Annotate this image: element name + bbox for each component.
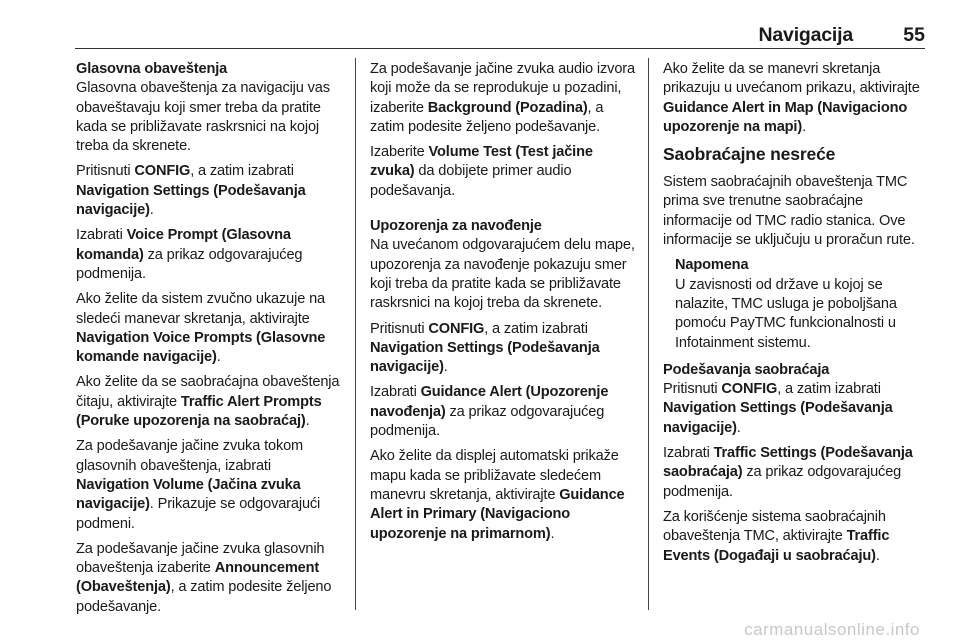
note-box xyxy=(675,256,931,352)
column-1 xyxy=(76,60,344,623)
heading-guidance-alerts: Upozorenja za navođenje xyxy=(370,218,542,235)
paragraph: Izabrati Voice Prompt (Glasovna komanda) za prikaz odgovarajućeg podmenija. xyxy=(76,227,303,282)
paragraph: Ako želite da se manevri skretanja prikazuju u uvećanom prikazu, aktivirajte Guidance Alert in Map (Navigaciono upozorenje na mapi). xyxy=(663,61,920,135)
paragraph: Pritisnuti CONFIG, a zatim izabrati Navigation Settings (Podešavanja navigacije). xyxy=(370,320,600,376)
paragraph: Ako želite da se saobraćajna obaveštenja čitaju, aktivirajte Traffic Alert Prompts (Poruke upozorenja na saobraćaj). xyxy=(76,374,340,430)
paragraph: Sistem saobraćajnih obaveštenja TMC prima sve trenutne saobraćajne informacije od TMC radio stanica. Ove informacije se uključuju u proračun rute. xyxy=(663,174,915,249)
paragraph: Za podešavanje jačine zvuka tokom glasovnih obaveštenja, izabrati Navigation Volume (Jačina zvuka navigacije). Prikazuje se odgovarajući podmeni. xyxy=(76,438,321,532)
header-rule xyxy=(75,48,925,49)
page-number: 55 xyxy=(903,24,925,46)
column-3 xyxy=(663,60,931,572)
heading-voice-prompts: Glasovna obaveštenja xyxy=(76,61,228,77)
paragraph: Izaberite Volume Test (Test jačine zvuka) da dobijete primer audio podešavanja. xyxy=(370,144,593,199)
column-divider-2 xyxy=(648,58,649,610)
paragraph: Pritisnuti CONFIG, a zatim izabrati Navigation Settings (Podešavanja navigacije). xyxy=(663,381,893,436)
section-title: Navigacija xyxy=(758,24,853,46)
paragraph: Izabrati Traffic Settings (Podešavanja saobraćaja) za prikaz odgovarajućeg podmenija. xyxy=(663,445,913,500)
paragraph: Za podešavanje jačine zvuka glasovnih obaveštenja izaberite Announcement (Obaveštenja), a zatim podesite željeno podešavanje. xyxy=(76,540,332,615)
heading-traffic-incidents: Saobraćajne nesreće xyxy=(663,144,836,165)
note-text: U zavisnosti od države u kojoj se nalazite, TMC usluga je poboljšana pomoću PayTMC funkcionalnosti u Infotainment sistemu. xyxy=(675,276,897,351)
paragraph: Na uvećanom odgovarajućem delu mape, upozorenja za navođenje pokazuju smer koji treba da pratite kada se približavate raskrsnici na kojoj treba da skrenete. xyxy=(370,237,635,312)
heading-traffic-settings: Podešavanja saobraćaja xyxy=(663,361,830,378)
paragraph: Pritisnuti CONFIG, a zatim izabrati Navigation Settings (Podešavanja navigacije). xyxy=(76,163,306,219)
page-header xyxy=(75,24,925,46)
paragraph: Za podešavanje jačine zvuka audio izvora koji može da se reprodukuje u pozadini, izaberite Background (Pozadina), a zatim podesite željeno podešavanje. xyxy=(370,61,635,135)
paragraph: Ako želite da sistem zvučno ukazuje na sledeći manevar skretanja, aktivirajte Navigation Voice Prompts (Glasovne komande navigacije). xyxy=(76,291,326,366)
paragraph: Izabrati Guidance Alert (Upozorenje navođenja) za prikaz odgovarajućeg podmenija. xyxy=(370,384,609,440)
note-title: Napomena xyxy=(675,257,749,274)
watermark: carmanualsonline.info xyxy=(744,620,920,639)
paragraph: Glasovna obaveštenja za navigaciju vas obaveštavaju koji smer treba da pratite kada se približavate raskrsnici na kojoj treba da skrenete. xyxy=(76,80,330,155)
column-2 xyxy=(370,60,638,550)
paragraph: Za korišćenje sistema saobraćajnih obaveštenja TMC, aktivirajte Traffic Events (Događaji u saobraćaju). xyxy=(663,508,890,564)
column-divider-1 xyxy=(355,58,356,610)
paragraph: Ako želite da displej automatski prikaže mapu kada se približavate sledećem manevru skretanja, aktivirajte Guidance Alert in Primary (Navigaciono upozorenje na primarnom). xyxy=(370,448,625,542)
